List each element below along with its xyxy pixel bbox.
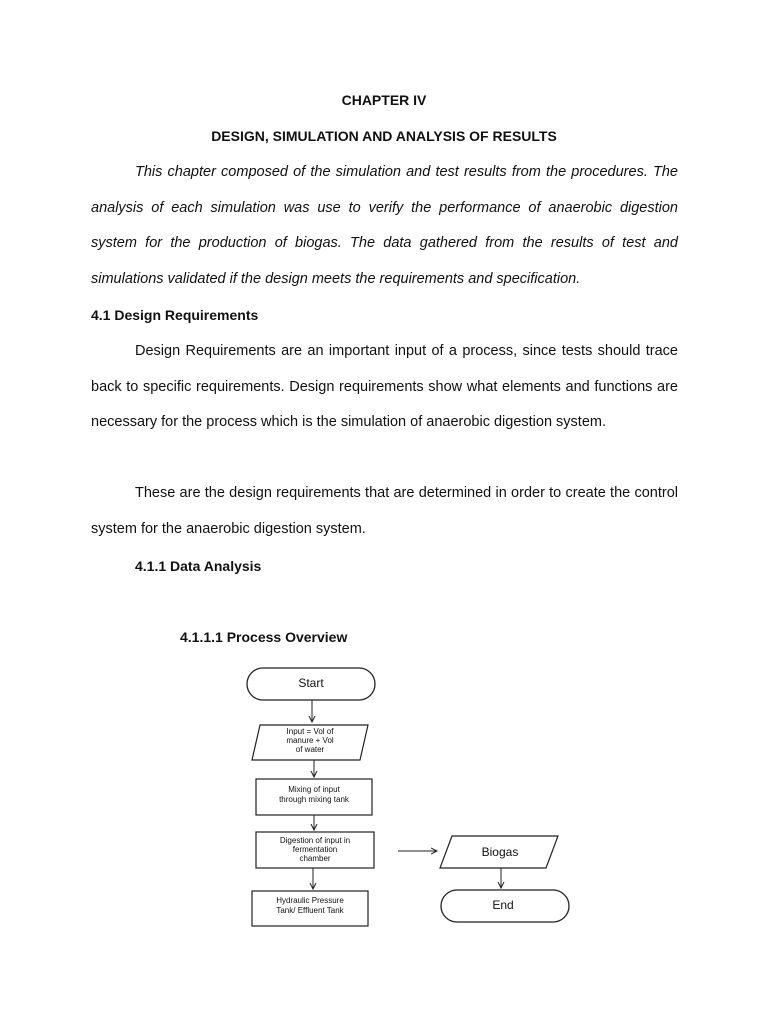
chapter-heading: CHAPTER IV [341, 92, 427, 108]
pressure-tank-box [252, 891, 368, 926]
pressure-line-1: Hydraulic Pressure [276, 896, 344, 905]
biogas-label: Biogas [481, 845, 519, 860]
chapter-title: DESIGN, SIMULATION AND ANALYSIS OF RESULTS [211, 128, 557, 144]
pressure-line-2: Tank/ Effluent Tank [276, 906, 344, 915]
section-4-1-1-1-heading: 4.1.1.1 Process Overview [180, 629, 348, 645]
end-terminator [441, 890, 569, 922]
digestion-line-3: chamber [299, 854, 331, 863]
start-terminator [247, 668, 375, 700]
intro-paragraph: This chapter composed of the simulation and test results from the procedures. The analysis of each simulation was use to verify the performance of anaerobic digestion system for the production of biogas. The data gathered from the results of test and simulations validated if the design meets the requirements and specification. [91, 164, 678, 287]
input-parallelogram [252, 725, 368, 760]
input-line-2: manure + Vol [286, 736, 334, 745]
digestion-line-1: Digestion of input in [279, 836, 351, 845]
section-4-1-heading: 4.1 Design Requirements [91, 307, 259, 323]
mixing-line-1: Mixing of input [288, 785, 340, 794]
biogas-parallelogram [440, 836, 558, 868]
mixing-line-2: through mixing tank [279, 795, 349, 804]
start-label: Start [298, 676, 324, 691]
section-4-1-paragraph-2: These are the design requirements that are determined in order to create the control system for the anaerobic digestion system. [91, 485, 678, 537]
digestion-box [256, 832, 374, 868]
end-label: End [492, 898, 514, 913]
mixing-box [256, 779, 372, 815]
section-4-1-1-heading: 4.1.1 Data Analysis [135, 558, 262, 574]
digestion-line-2: fermentation [292, 845, 338, 854]
section-4-1-paragraph-1: Design Requirements are an important input of a process, since tests should trace back to specific requirements. Design requirements show what elements and functions are necessary for the process which is the simulation of anaerobic digestion system. [91, 343, 678, 431]
input-line-3: of water [295, 745, 325, 754]
input-line-1: Input = Vol of [286, 727, 334, 736]
